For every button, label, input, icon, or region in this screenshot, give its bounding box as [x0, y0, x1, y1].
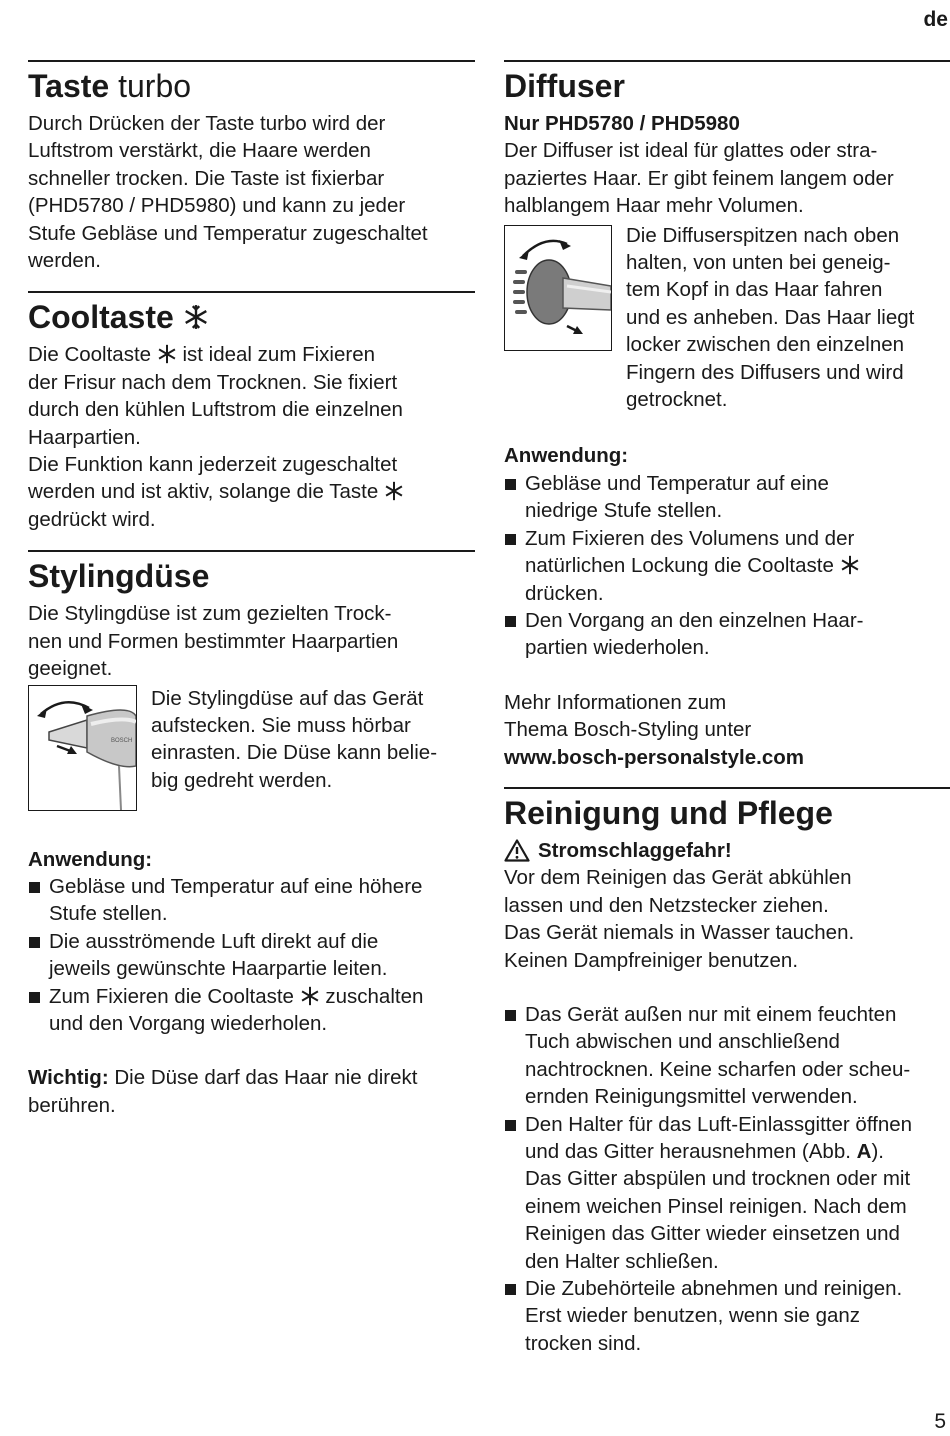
page-number: 5 [934, 1410, 946, 1433]
snowflake-icon [840, 555, 860, 575]
cool-section [28, 291, 475, 533]
diffuser-usage-heading: Anwendung: [504, 444, 629, 468]
diffuser-usage-list [504, 470, 950, 662]
styling-figure-text: Die Stylingdüse auf das Gerät aufstecken. Sie muss hörbar einrasten. Die Düse kann belie- big gedreht werden. [151, 686, 438, 792]
turbo-text: Durch Drücken der Taste turbo wird der Luftstrom verstärkt, die Haare werden schneller trocken. Die Taste ist fixierbar (PHD5780 / PHD5980) und kann zu jeder Stufe Gebläse und Temperatur zugeschaltet werden. [28, 112, 428, 273]
list-item: Das Gerät außen nur mit einem feuchten Tuch abwischen und anschließend nachtrocknen. Keine scharfen oder scheu- ernden Reinigungsmittel verwenden. [504, 1001, 950, 1111]
svg-text:BOSCH: BOSCH [111, 737, 133, 744]
styling-intro: Die Stylingdüse ist zum gezielten Trock- nen und Formen bestimmter Haarpartien geeignet. [28, 602, 399, 681]
diffuser-figure-text: Die Diffuserspitzen nach oben halten, von unten bei geneig- tem Kopf in das Haar fahren und es anheben. Das Haar liegt locker zwischen den einzelnen Fingern des Diffusers und wird getrocknet. [626, 223, 915, 412]
diffuser-illustration [504, 225, 612, 351]
styling-nozzle-illustration [28, 685, 137, 811]
care-list [504, 1001, 950, 1357]
language-code: de [923, 8, 948, 31]
styling-title: Stylingdüse [28, 558, 210, 595]
snowflake-icon [300, 986, 320, 1006]
styling-figure-row [28, 685, 475, 811]
diffuser-section [504, 60, 950, 771]
care-section [504, 787, 950, 1357]
diffuser-intro: Der Diffuser ist ideal für glattes oder stra- paziertes Haar. Er gibt feinem langem oder halblangem Haar mehr Volumen. [504, 139, 894, 218]
turbo-section [28, 60, 475, 274]
list-item: Den Vorgang an den einzelnen Haar- partien wiederholen. [504, 607, 950, 662]
snowflake-icon [183, 303, 209, 331]
list-item: Zum Fixieren die Cooltaste zuschalten und den Vorgang wiederholen. [28, 983, 475, 1038]
left-column [28, 60, 475, 1119]
cool-text: Die Cooltaste ist ideal zum Fixieren der Frisur nach dem Trocknen. Sie fixiert durch den kühlen Luftstrom die einzelnen Haarpartien. Die Funktion kann jederzeit zugeschaltet werden und ist aktiv, solange die Taste gedrückt wird. [28, 343, 403, 531]
warning-heading: Stromschlaggefahr! [504, 837, 950, 864]
styling-note: Wichtig: Die Düse darf das Haar nie direkt berühren. [28, 1066, 418, 1117]
styling-usage-list [28, 873, 475, 1037]
bosch-url[interactable]: www.bosch-personalstyle.com [504, 745, 804, 769]
list-item: Die ausströmende Luft direkt auf die jeweils gewünschte Haarpartie leiten. [28, 928, 475, 983]
cool-title: Cooltaste [28, 297, 475, 337]
list-item: Die Zubehörteile abnehmen und reinigen. Erst wieder benutzen, wenn sie ganz trocken sind. [504, 1275, 950, 1357]
list-item: Zum Fixieren des Volumens und der natürlichen Lockung die Cooltaste drücken. [504, 525, 950, 607]
styling-usage-heading: Anwendung: [28, 847, 153, 871]
list-item: Gebläse und Temperatur auf eine höhere Stufe stellen. [28, 873, 475, 928]
styling-section [28, 550, 475, 1119]
right-column [504, 60, 950, 1357]
more-info: Mehr Informationen zum Thema Bosch-Styling unter www.bosch-personalstyle.com [504, 690, 804, 769]
warning-icon [504, 839, 530, 862]
list-item: Gebläse und Temperatur auf eine niedrige Stufe stellen. [504, 470, 950, 525]
diffuser-title: Diffuser [504, 68, 625, 104]
snowflake-icon [157, 344, 177, 364]
snowflake-icon [384, 481, 404, 501]
warning-text: Vor dem Reinigen das Gerät abkühlen lassen und den Netzstecker ziehen. Das Gerät niemals in Wasser tauchen. Keinen Dampfreiniger benutzen. [504, 866, 855, 972]
care-title: Reinigung und Pflege [504, 794, 833, 831]
diffuser-figure-row [504, 222, 950, 414]
turbo-title: Taste turbo [28, 68, 192, 104]
diffuser-models: Nur PHD5780 / PHD5980 [504, 112, 740, 135]
list-item: Den Halter für das Luft-Einlassgitter öffnen und das Gitter herausnehmen (Abb. A). Das Gitter abspülen und trocknen oder mit einem weichen Pinsel reinigen. Nach dem Reinigen das Gitter wieder einsetzen und den Halter schließen. [504, 1111, 950, 1275]
